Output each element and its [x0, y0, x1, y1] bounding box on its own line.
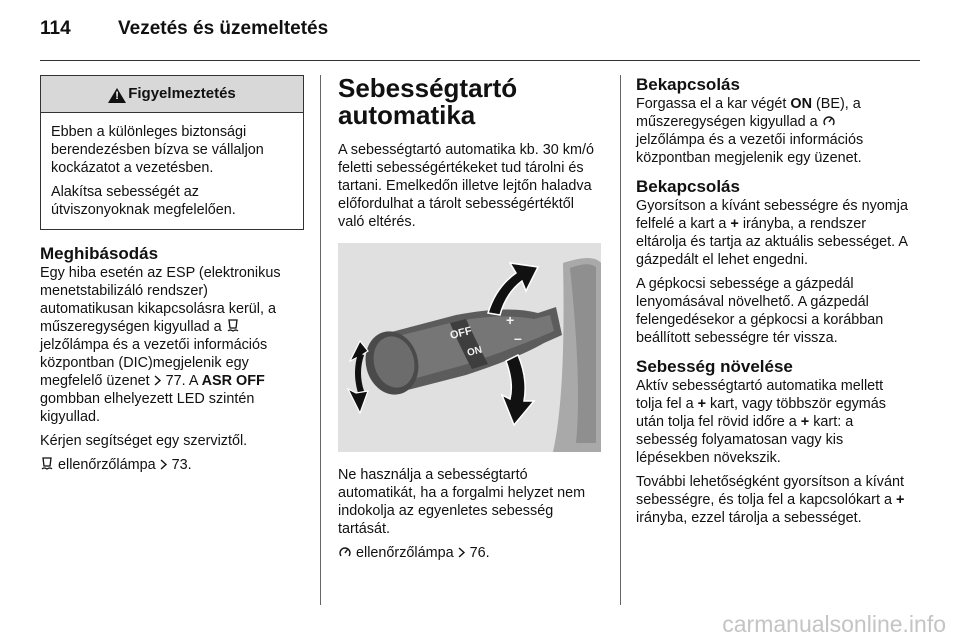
activation-paragraph: A gépkocsi sebessége a gázpedál lenyomásával növelhető. A gázpedál felengedésekor a gépkocsi a korábban beállított sebességre tér vissza.	[636, 276, 884, 346]
page-heading: Sebességtartó automatika	[338, 73, 518, 130]
column-right	[636, 75, 908, 533]
section-heading: Bekapcsolás	[636, 177, 740, 196]
fault-reference: ellenőrzőlámpa 73.	[40, 456, 304, 474]
page-reference-icon	[458, 547, 466, 558]
fault-section	[40, 244, 304, 474]
esp-warning-icon	[226, 319, 240, 332]
warning-text: Alakítsa sebességét az útviszonyoknak megfelelően.	[51, 184, 236, 218]
cruise-control-indicator-icon	[822, 115, 836, 127]
fault-paragraph: Egy hiba esetén az ESP (elektronikus menetstabilizáló rendszer) automatikusan kikapcsolásra kerül, a műszeregységen kigyullad a jelzőlámpa és a vezetői információs központban (DIC)megjelenik egy megfelelő üzenet 77. A ASR OFF gombban elhelyezett LED szintén kigyullad.	[40, 265, 281, 425]
speed-increase-section	[636, 357, 908, 527]
lever-off-label: OFF	[448, 324, 474, 342]
lever-minus-label: –	[514, 330, 522, 346]
lever-on-label: ON	[466, 344, 484, 359]
column-left	[40, 75, 304, 480]
speed-increase-paragraph: További lehetőségként gyorsítson a kívánt sebességre, és tolja fel a kapcsolókart a + irányba, ezzel tárolja a sebességet.	[636, 474, 905, 526]
warning-box	[40, 75, 304, 230]
cruise-control-indicator-icon	[338, 546, 352, 558]
section-heading: Meghibásodás	[40, 244, 159, 263]
column-separator	[320, 75, 321, 605]
warning-title: Figyelmeztetés	[128, 85, 236, 102]
warning-triangle-icon	[108, 88, 126, 103]
asr-off-label: ASR OFF	[201, 373, 265, 389]
lever-plus-label: +	[506, 312, 515, 328]
lever-drawing	[338, 243, 601, 452]
page-reference-icon	[160, 459, 168, 470]
speed-increase-paragraph: Aktív sebességtartó automatika mellett tolja fel a + kart, vagy többször egymás után tolja fel rövid időre a + kart: a sebesség folyamatosan vagy kis lépésekben növekszik.	[636, 378, 886, 466]
header-rule	[40, 60, 920, 61]
esp-warning-icon	[40, 457, 54, 470]
activation-section	[636, 177, 908, 347]
running-title: Vezetés és üzemeltetés	[118, 18, 329, 39]
section-heading: Sebesség növelése	[636, 357, 793, 376]
activation-paragraph: Gyorsítson a kívánt sebességre és nyomja felfelé a kart a + irányba, a rendszer eltárolja és tartja az aktuális sebességet. A gázpedált el lehet engedni.	[636, 198, 908, 268]
switch-on-paragraph: Forgassa el a kar végét ON (BE), a műszeregységen kigyullad a jelzőlámpa és a vezetői információs központban megjelenik egy üzenet.	[636, 96, 864, 166]
page-number: 114	[40, 18, 71, 39]
warning-body	[41, 113, 303, 229]
intro-paragraph: A sebességtartó automatika kb. 30 km/ó feletti sebességértékeket tud tárolni és tartani. Emelkedőn illetve lejtőn haladva előfordulhat a tárolt sebességértéktől való eltérés.	[338, 142, 594, 230]
page-header	[40, 18, 920, 48]
warning-text: Ebben a különleges biztonsági berendezésben bízva se vállaljon kockázatot a vezetésben.	[51, 124, 264, 176]
switch-on-section	[636, 75, 908, 167]
fault-paragraph: Kérjen segítséget egy szerviztől.	[40, 433, 248, 449]
caution-paragraph: Ne használja a sebességtartó automatikát, ha a forgalmi helyzet nem indokolja az egyenletes sebesség tartását.	[338, 467, 586, 537]
column-separator	[620, 75, 621, 605]
warning-header	[41, 76, 303, 113]
cruise-control-lever-illustration	[338, 243, 601, 452]
page-reference-icon	[154, 375, 162, 386]
section-heading: Bekapcsolás	[636, 75, 740, 94]
watermark: carmanualsonline.info	[722, 611, 946, 637]
column-middle	[338, 75, 604, 568]
cruise-reference: ellenőrzőlámpa 76.	[338, 544, 604, 562]
